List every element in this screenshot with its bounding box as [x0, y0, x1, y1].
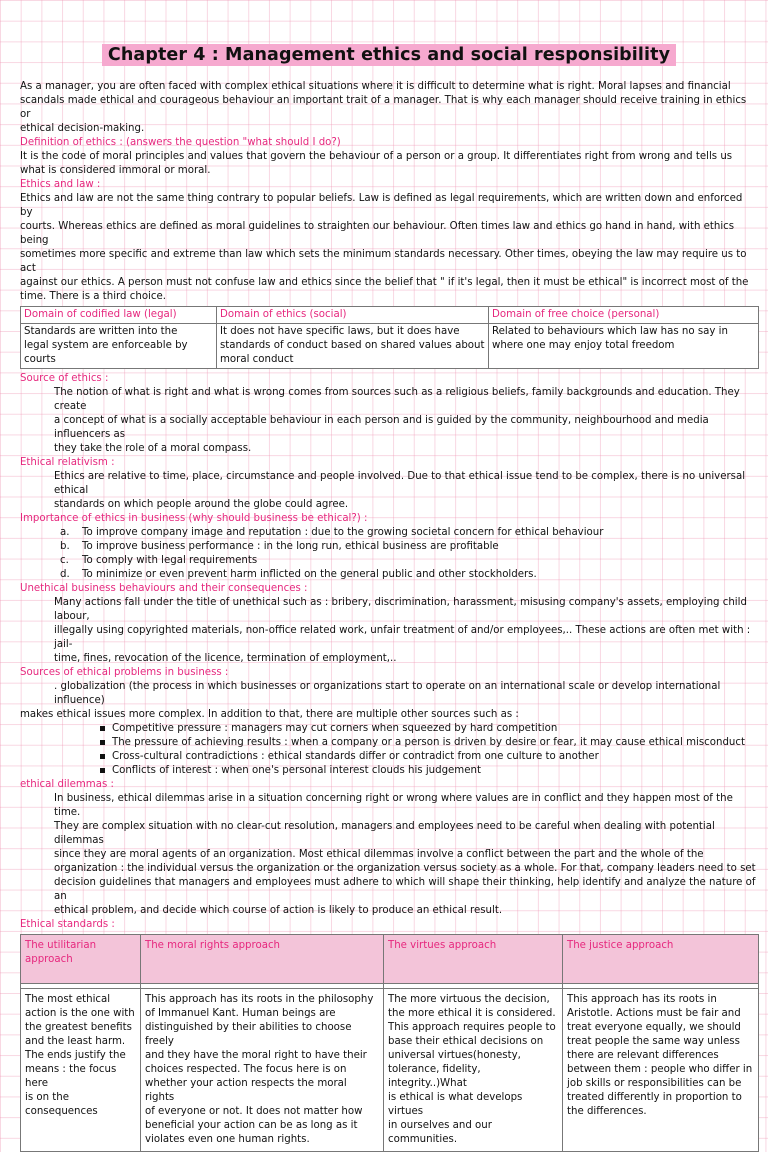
definition-line: what is considered immoral or moral. [20, 165, 211, 176]
sources-problems-line: makes ethical issues more complex. In addition to that, there are multiple other sources such as : [20, 709, 519, 720]
ethics-law-line: time. There is a third choice. [20, 291, 166, 302]
cell-line: standards of conduct based on shared values about [220, 340, 485, 351]
cell-line: consequences [25, 1106, 98, 1117]
cell-line: Standards are written into the [24, 326, 178, 337]
domain-free-choice-header: Domain of free choice (personal) [489, 307, 759, 324]
intro-line: ethical decision-making. [20, 123, 145, 134]
ethics-law-line: Ethics and law are not the same thing contrary to popular beliefs. Law is defined as legal requirements, which are written down and enforced by [20, 193, 743, 218]
moral-rights-header: The moral rights approach [141, 935, 384, 984]
cell-line: where one may enjoy total freedom [492, 340, 675, 351]
sources-problems-heading: Sources of ethical problems in business : [20, 667, 229, 678]
list-item: The pressure of achieving results : when a company or a person is driven by desire or fear, it may cause ethical misconduct [112, 736, 758, 750]
cell-line: and they have the moral right to have their [145, 1050, 367, 1061]
cell-line: treated differently in proportion to [567, 1092, 742, 1103]
dilemmas-line: In business, ethical dilemmas arise in a situation concerning right or wrong where values are in conflict and they happen most of the time. [54, 793, 733, 818]
domain-ethics-header: Domain of ethics (social) [217, 307, 489, 324]
domains-body-row [21, 324, 759, 369]
cell-line: The ends justify the [25, 1050, 126, 1061]
intro-line: scandals made ethical and courageous behaviour an important trait of a manager. That is why each manager should receive training in ethics or [20, 95, 747, 120]
utilitarian-header [21, 935, 141, 984]
definition-heading: Definition of ethics : (answers the question "what should I do?) [20, 137, 341, 148]
ethics-law-line: courts. Whereas ethics are defined as moral guidelines to straighten our behaviour. Often times law and ethics go hand in hand, with ethics being [20, 221, 735, 246]
list-marker: b. [60, 541, 70, 552]
list-marker: a. [60, 527, 70, 538]
globalization-line: . globalization (the process in which businesses or organizations start to operate on an international scale or develop international influence) [54, 681, 721, 706]
cell-line: treat everyone equally, we should [567, 1022, 741, 1033]
list-text: To minimize or even prevent harm inflicted on the general public and other stockholders. [82, 569, 537, 580]
cell-line: universal virtues(honesty, [388, 1050, 521, 1061]
unethical-line: time, fines, revocation of the licence, termination of employment,.. [54, 653, 397, 664]
cell-line: the more ethical it is considered. [388, 1008, 556, 1019]
source-line: they take the role of a moral compass. [54, 443, 252, 454]
dilemmas-line: since they are moral agents of an organization. Most ethical dilemmas involve a conflict between the part and the whole of the [54, 849, 704, 860]
cell-line: Aristotle. Actions must be fair and [567, 1008, 741, 1019]
cell-line: is ethical is what develops virtues [388, 1092, 523, 1117]
utilitarian-cell [21, 989, 141, 1152]
unethical-heading: Unethical business behaviours and their consequences : [20, 583, 308, 594]
dilemmas-heading: ethical dilemmas : [20, 779, 114, 790]
virtues-cell [384, 989, 563, 1152]
list-item: Conflicts of interest : when one's personal interest clouds his judgement [112, 764, 758, 778]
list-marker: c. [60, 555, 69, 566]
cell-line: there are relevant differences [567, 1050, 719, 1061]
cell-line: Related to behaviours which law has no say in [492, 326, 728, 337]
cell-line: violates even one human rights. [145, 1134, 310, 1145]
list-item [60, 540, 758, 554]
dilemmas-line: decision guidelines that managers and employees must adhere to which will shape their thinking, help identify and analyze the nature of an [54, 877, 756, 902]
cell-line: and the least harm. [25, 1036, 126, 1047]
list-text: To comply with legal requirements [82, 555, 258, 566]
source-line: a concept of what is a socially acceptable behaviour in each person and is guided by the community, neighbourhood and media influencers as [54, 415, 709, 440]
list-text: To improve company image and reputation : due to the growing societal concern for ethical behaviour [82, 527, 604, 538]
standards-header-row [21, 935, 759, 984]
cell-line: between them : people who differ in [567, 1064, 753, 1075]
domains-header-row [21, 307, 759, 324]
relativism-line: Ethics are relative to time, place, circumstance and people involved. Due to that ethical issue tend to be complex, there is no universal ethical [54, 471, 746, 496]
unethical-paragraph [20, 596, 758, 666]
document-page [20, 0, 758, 1152]
title-wrap [20, 44, 758, 66]
list-item [60, 554, 758, 568]
list-item [60, 526, 758, 540]
list-item [60, 568, 758, 582]
cell-line: legal system are enforceable by courts [24, 340, 188, 365]
cell-line: job skills or responsibilities can be [567, 1078, 742, 1089]
importance-heading: Importance of ethics in business (why should business be ethical?) : [20, 513, 368, 524]
cell-line: distinguished by their abilities to choose freely [145, 1022, 352, 1047]
list-item: Competitive pressure : managers may cut corners when squeezed by hard competition [112, 722, 758, 736]
cell-line: The more virtuous the decision, [388, 994, 550, 1005]
dilemmas-line: They are complex situation with no clear-cut resolution, managers and employees need to be careful when dealing with potential dilemmas [54, 821, 715, 846]
cell-line: in ourselves and our communities. [388, 1120, 492, 1145]
intro-paragraph [20, 80, 758, 136]
unethical-line: illegally using copyrighted materials, non-office related work, unfair treatment of and/or employees,.. These actions are often met with : jail- [54, 625, 751, 650]
cell-line: action is the one with [25, 1008, 135, 1019]
definition-line: It is the code of moral principles and values that govern the behaviour of a person or a group. It differentiates right from wrong and tells us [20, 151, 733, 162]
cell-line: treat people the same way unless [567, 1036, 740, 1047]
ethics-law-line: against our ethics. A person must not confuse law and ethics since the belief that " if it's legal, then it must be ethical" is incorrect most of the [20, 277, 749, 288]
standards-heading: Ethical standards : [20, 919, 115, 930]
cell-line: It does not have specific laws, but it does have [220, 326, 460, 337]
domain-free-choice-cell [489, 324, 759, 369]
unethical-line: Many actions fall under the title of unethical such as : bribery, discrimination, harassment, misusing company's assets, employing child labour, [54, 597, 747, 622]
virtues-header: The virtues approach [384, 935, 563, 984]
cell-line: The most ethical [25, 994, 111, 1005]
domain-ethics-cell [217, 324, 489, 369]
cell-line: This approach has its roots in the philosophy [145, 994, 374, 1005]
cell-line: is on the [25, 1092, 70, 1103]
relativism-line: standards on which people around the globe could agree. [54, 499, 349, 510]
cell-line: moral conduct [220, 354, 294, 365]
cell-line: This approach has its roots in [567, 994, 717, 1005]
list-item: Cross-cultural contradictions : ethical standards differ or contradict from one culture to another [112, 750, 758, 764]
standards-body-row [21, 989, 759, 1152]
dilemmas-line: ethical problem, and decide which course of action is likely to produce an ethical result. [54, 905, 503, 916]
list-marker: d. [60, 569, 70, 580]
sources-problems-list [20, 722, 758, 778]
cell-line: This approach requires people to [388, 1022, 556, 1033]
cell-line: base their ethical decisions on [388, 1036, 544, 1047]
cell-line: the greatest benefits [25, 1022, 132, 1033]
cell-line: of everyone or not. It does not matter how [145, 1106, 363, 1117]
justice-cell [563, 989, 759, 1152]
ethics-law-heading: Ethics and law : [20, 179, 101, 190]
cell-line: beneficial your action can be as long as it [145, 1120, 358, 1131]
source-paragraph [20, 386, 758, 456]
cell-line: tolerance, fidelity, integrity..)What [388, 1064, 481, 1089]
domains-table [20, 306, 759, 369]
domain-law-header: Domain of codified law (legal) [21, 307, 217, 324]
relativism-heading: Ethical relativism : [20, 457, 115, 468]
header-line: approach [25, 954, 73, 965]
importance-list [20, 526, 758, 582]
domain-law-cell [21, 324, 217, 369]
header-line: The utilitarian [25, 940, 97, 951]
justice-header: The justice approach [563, 935, 759, 984]
relativism-paragraph [20, 470, 758, 512]
cell-line: whether your action respects the moral rights [145, 1078, 347, 1103]
ethics-law-line: sometimes more specific and extreme than law which sets the minimum standards necessary. Other times, obeying the law may require us to act [20, 249, 747, 274]
source-line: The notion of what is right and what is wrong comes from sources such as a religious beliefs, family backgrounds and education. They create [54, 387, 740, 412]
dilemmas-line: organization : the individual versus the organization or the organization versus society as a whole. For that, company leaders need to set [54, 863, 756, 874]
cell-line: of Immanuel Kant. Human beings are [145, 1008, 336, 1019]
intro-line: As a manager, you are often faced with complex ethical situations where it is difficult to determine what is right. Moral lapses and financial [20, 81, 731, 92]
cell-line: means : the focus here [25, 1064, 117, 1089]
cell-line: the differences. [567, 1106, 647, 1117]
moral-rights-cell [141, 989, 384, 1152]
source-heading: Source of ethics : [20, 373, 109, 384]
list-text: To improve business performance : in the long run, ethical business are profitable [82, 541, 499, 552]
ethical-standards-table [20, 934, 759, 1152]
cell-line: choices respected. The focus here is on [145, 1064, 347, 1075]
dilemmas-paragraph [20, 792, 758, 918]
page-title: Chapter 4 : Management ethics and social responsibility [102, 44, 676, 66]
